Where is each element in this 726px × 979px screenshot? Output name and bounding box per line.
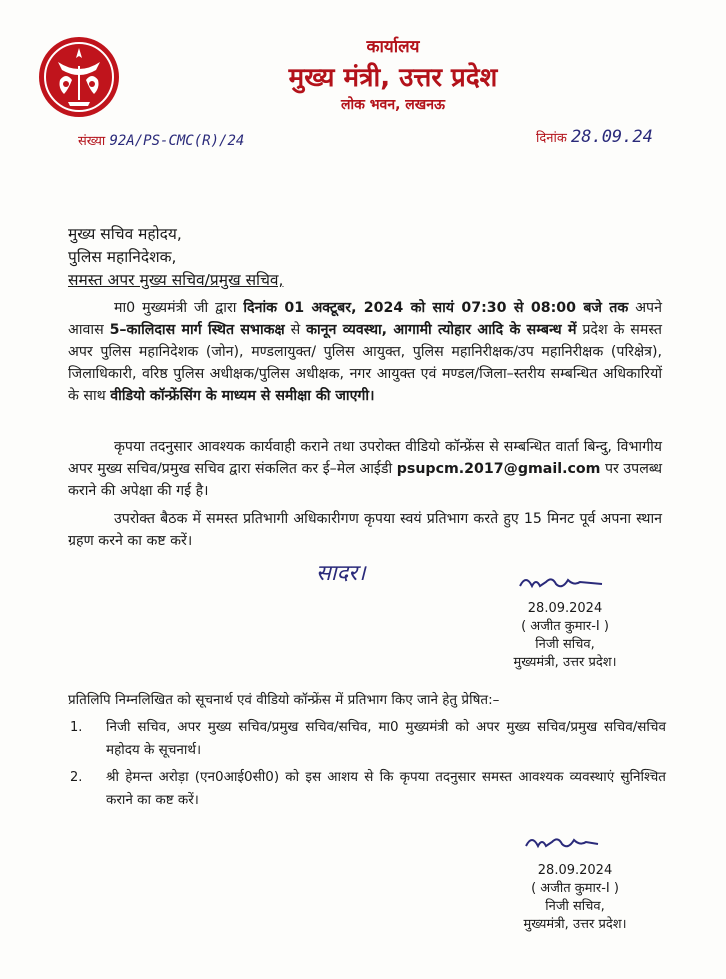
signature-date: 28.09.2024 xyxy=(537,863,613,878)
closing-sadar: सादर। xyxy=(316,561,366,586)
handwritten-signature-icon xyxy=(522,832,602,854)
p1-text: प्रदेश के समस्त अपर पुलिस महानिदेशक (जोन), मण्डलायुक्त/ पुलिस आयुक्त, पुलिस महानिरीक्षक/उप महानिरीक्षक (परिक्षेत्र), जिलाधिकारी, वरिष्ठ पुलिस अधीक्षक/पुलिस अधीक्षक, नगर आयुक्त एवं मण्डल/जिला–स्तरीय सम्बन्धित अधिकारियों के साथ xyxy=(68,322,662,404)
copy-item-1: निजी सचिव, अपर मुख्य सचिव/प्रमुख सचिव/सचिव, मा0 मुख्यमंत्री को अपर मुख्य सचिव/प्रमुख सचिव/सचिव महोदय के सूचनार्थ। xyxy=(106,719,666,758)
p1-videoconference: वीडियो कॉन्फ्रेंसिंग के माध्यम से समीक्षा की जाएगी। xyxy=(110,388,375,404)
p1-text: से xyxy=(284,322,307,338)
signature-scribble-2 xyxy=(522,832,602,858)
handwritten-signature-icon xyxy=(516,572,606,594)
p1-text: अपने आवास xyxy=(68,300,662,338)
body-paragraph-1 xyxy=(68,297,662,407)
reference-label: संख्या xyxy=(78,134,106,149)
reference-number xyxy=(78,131,244,149)
body-paragraph-2 xyxy=(68,436,662,502)
p2-text: पर उपलब्ध कराने की अपेक्षा की गई है। xyxy=(68,461,663,499)
signature-block-2 xyxy=(500,862,650,934)
signatory-name: ( अजीत कुमार-I ) xyxy=(531,881,619,896)
p2-text: कृपया तदनुसार आवश्यक कार्यवाही कराने तथा उपरोक्त वीडियो कॉन्फ्रेंस से सम्बन्धित वार्ता बिन्दु, विभागीय अपर मुख्य सचिव/प्रमुख सचिव द्वारा संकलित कर ई–मेल आईडी xyxy=(68,439,662,477)
copy-item-number: 2. xyxy=(70,770,83,785)
letter-date xyxy=(536,127,653,147)
signature-date: 28.09.2024 xyxy=(527,601,603,616)
addressee-chief-secretary: मुख्य सचिव महोदय, xyxy=(68,225,182,243)
p1-meeting-time: दिनांक 01 अक्टूबर, 2024 को सायं 07:30 से 08:00 बजे तक xyxy=(243,300,629,316)
signatory-name: ( अजीत कुमार-I ) xyxy=(521,619,609,634)
p1-venue: 5–कालिदास मार्ग स्थित सभाकक्ष xyxy=(109,322,285,338)
date-value: 28.09.24 xyxy=(570,127,653,147)
signatory-designation: निजी सचिव, xyxy=(545,899,605,914)
office-heading: कार्यालय xyxy=(366,37,420,57)
date-label: दिनांक xyxy=(536,131,567,146)
reference-value: 92A/PS-CMC(R)/24 xyxy=(109,133,245,149)
email-address: psupcm.2017@gmail.com xyxy=(396,461,601,477)
copy-item-2: श्री हेमन्त अरोड़ा (एन0आई0सी0) को इस आशय से कि कृपया तदनुसार समस्त आवश्यक व्यवस्थाएं सुनिश्चित कराने का कष्ट करें। xyxy=(106,769,666,808)
p1-subject: कानून व्यवस्था, आगामी त्योहार आदि के सम्बन्ध में xyxy=(306,322,577,338)
copy-intro: प्रतिलिपि निम्नलिखित को सूचनार्थ एवं वीडियो कॉन्फ्रेंस में प्रतिभाग किए जाने हेतु प्रेषित:– xyxy=(68,692,500,708)
signatory-designation: निजी सचिव, xyxy=(535,637,595,652)
signatory-office: मुख्यमंत्री, उत्तर प्रदेश। xyxy=(513,655,617,670)
letterhead-address: लोक भवन, लखनऊ xyxy=(340,97,446,113)
letterhead-title: मुख्य मंत्री, उत्तर प्रदेश xyxy=(288,63,498,93)
signature-block-1 xyxy=(490,600,640,672)
addressee-dgp: पुलिस महानिदेशक, xyxy=(68,248,177,266)
copy-item-number: 1. xyxy=(70,720,83,735)
addressee-acs-ps: समस्त अपर मुख्य सचिव/प्रमुख सचिव, xyxy=(68,271,284,289)
signature-scribble-1 xyxy=(516,572,606,598)
body-paragraph-3: उपरोक्त बैठक में समस्त प्रतिभागी अधिकारीगण कृपया स्वयं प्रतिभाग करते हुए 15 मिनट पूर्व अपना स्थान ग्रहण करने का कष्ट करें। xyxy=(68,511,662,549)
p1-text: मा0 मुख्यमंत्री जी द्वारा xyxy=(114,300,244,316)
signatory-office: मुख्यमंत्री, उत्तर प्रदेश। xyxy=(523,917,627,932)
